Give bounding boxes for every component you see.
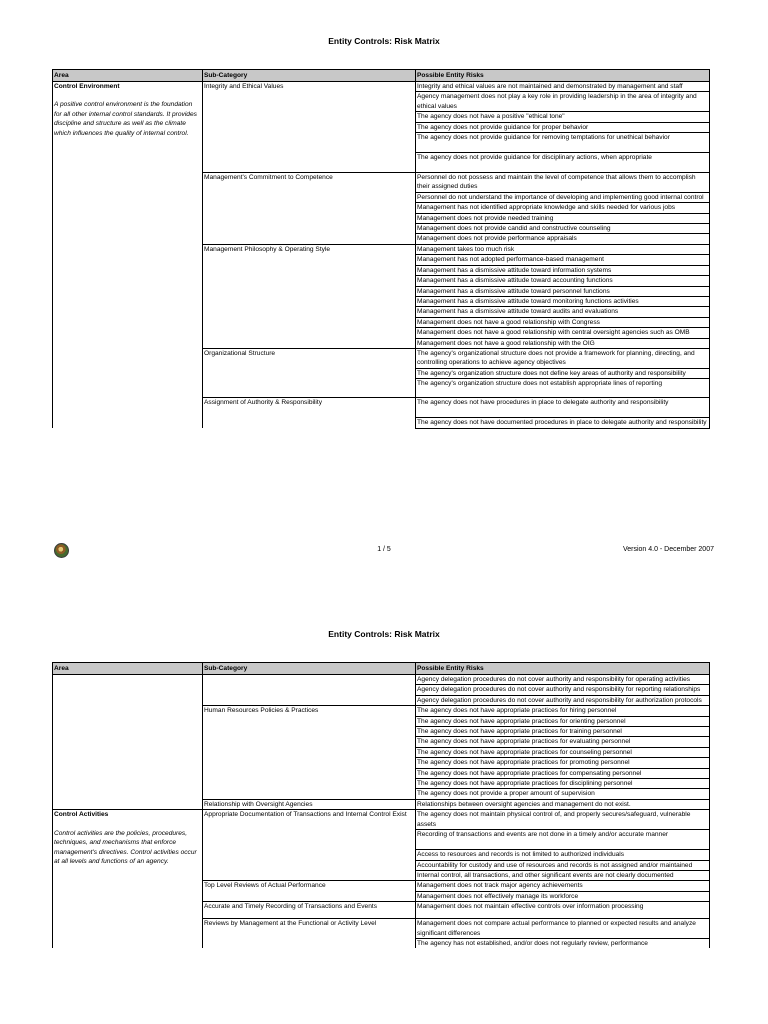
risk-cell: Management does not provide needed training <box>416 213 710 223</box>
risk-cell: Management does not provide candid and constructive counseling <box>416 224 710 234</box>
risk-cell: Management has a dismissive attitude toward monitoring functions activities <box>416 296 710 306</box>
subcategory-cell-continued <box>203 675 416 706</box>
risk-cell: Management has a dismissive attitude toward audits and evaluations <box>416 307 710 317</box>
area-cell-control-environment-continued <box>53 675 203 810</box>
risk-cell: Management has a dismissive attitude toward information systems <box>416 265 710 275</box>
page-title: Entity Controls: Risk Matrix <box>328 36 440 46</box>
subcategory-cell: Accurate and Timely Recording of Transactions and Events <box>203 902 416 919</box>
column-header-area: Area <box>53 70 203 82</box>
risk-cell: Management has a dismissive attitude toward personnel functions <box>416 286 710 296</box>
risk-matrix-table-page2 <box>52 662 710 948</box>
risk-cell: The agency does not have appropriate practices for counseling personnel <box>416 747 710 757</box>
column-header-subcategory: Sub-Category <box>203 663 416 675</box>
subcategory-cell: Integrity and Ethical Values <box>203 82 416 173</box>
subcategory-cell: Relationship with Oversight Agencies <box>203 799 416 809</box>
risk-cell: The agency does not have procedures in place to delegate authority and responsibility <box>416 398 710 418</box>
risk-cell: Relationships between oversight agencies and management do not exist. <box>416 799 710 809</box>
area-cell-control-activities <box>53 810 203 949</box>
risk-cell: Management takes too much risk <box>416 244 710 254</box>
subcategory-cell: Organizational Structure <box>203 348 416 397</box>
risk-cell: Agency delegation procedures do not cover authority and responsibility for reporting relationships <box>416 685 710 695</box>
risk-cell: Management does not track major agency achievements <box>416 881 710 891</box>
risk-cell: The agency's organizational structure does not provide a framework for planning, directing, and controlling operations to achieve agency objectives <box>416 348 710 368</box>
risk-cell: Accountability for custody and use of resources and records is not assigned and/or maintained <box>416 860 710 870</box>
risk-cell: The agency has not established, and/or does not regularly review, performance <box>416 938 710 948</box>
risk-cell: The agency does not have appropriate practices for training personnel <box>416 727 710 737</box>
table-row <box>53 82 710 92</box>
risk-cell: Agency management does not play a key role in providing leadership in the area of integrity and ethical values <box>416 92 710 112</box>
risk-cell: Access to resources and records is not limited to authorized individuals <box>416 850 710 860</box>
area-description: Control activities are the policies, procedures, techniques, and mechanisms that enforce management's directives. Control activities occur at all levels and functions of an agency. <box>54 829 197 865</box>
risk-cell: Management does not maintain effective controls over information processing <box>416 902 710 919</box>
risk-cell: The agency's organization structure does not establish appropriate lines of reporting <box>416 379 710 398</box>
risk-cell: Management has not identified appropriate knowledge and skills needed for various jobs <box>416 203 710 213</box>
subcategory-cell: Assignment of Authority & Responsibility <box>203 398 416 428</box>
area-title: Control Activities <box>54 811 109 819</box>
area-cell-control-environment <box>53 82 203 429</box>
risk-cell: The agency does not provide guidance for proper behavior <box>416 122 710 132</box>
version-label: Version 4.0 - December 2007 <box>622 546 714 553</box>
subcategory-cell: Appropriate Documentation of Transactions and Internal Control Exist <box>203 810 416 881</box>
risk-cell: The agency does not have appropriate practices for evaluating personnel <box>416 737 710 747</box>
risk-cell: The agency does not have appropriate practices for disciplining personnel <box>416 779 710 789</box>
risk-cell: Management does not have a good relationship with Congress <box>416 317 710 327</box>
risk-cell: The agency does not maintain physical control of, and properly secures/safeguard, vulnerable assets <box>416 810 710 830</box>
risk-cell: Management does not provide performance appraisals <box>416 234 710 244</box>
table-row <box>53 675 710 685</box>
risk-cell: Agency delegation procedures do not cover authority and responsibility for authorization protocols <box>416 695 710 705</box>
subcategory-cell: Management Philosophy & Operating Style <box>203 244 416 348</box>
subcategory-cell: Human Resources Policies & Practices <box>203 706 416 800</box>
risk-cell: The agency does not have documented procedures in place to delegate authority and responsibility <box>416 418 710 428</box>
column-header-risks: Possible Entity Risks <box>416 70 710 82</box>
risk-cell: Management has a dismissive attitude toward accounting functions <box>416 276 710 286</box>
risk-cell: The agency does not provide a proper amount of supervision <box>416 789 710 799</box>
risk-cell: Recording of transactions and events are not done in a timely and/or accurate manner <box>416 830 710 850</box>
risk-cell: Agency delegation procedures do not cover authority and responsibility for operating activities <box>416 675 710 685</box>
risk-matrix-table-page1 <box>52 69 710 429</box>
risk-cell: Management does not have a good relationship with central oversight agencies such as OMB <box>416 328 710 338</box>
risk-cell: The agency does not have a positive "ethical tone" <box>416 112 710 122</box>
area-description: A positive control environment is the foundation for all other internal control standards. It provides discipline and structure as well as the climate which influences the quality of internal control. <box>54 101 197 137</box>
table-header-row <box>53 70 710 82</box>
subcategory-cell: Reviews by Management at the Functional or Activity Level <box>203 919 416 949</box>
risk-cell: Management has not adopted performance-based management <box>416 255 710 265</box>
risk-cell: Integrity and ethical values are not maintained and demonstrated by management and staff <box>416 82 710 92</box>
column-header-area: Area <box>53 663 203 675</box>
risk-cell: The agency does not have appropriate practices for hiring personnel <box>416 706 710 716</box>
page-title: Entity Controls: Risk Matrix <box>328 629 440 639</box>
table-header-row <box>53 663 710 675</box>
risk-cell: The agency does not have appropriate practices for promoting personnel <box>416 758 710 768</box>
risk-cell: The agency does not provide guidance for disciplinary actions, when appropriate <box>416 153 710 173</box>
risk-cell: Management does not compare actual performance to planned or expected results and analyze significant differences <box>416 919 710 939</box>
risk-cell: The agency's organization structure does not define key areas of authority and responsibility <box>416 368 710 378</box>
area-title: Control Environment <box>54 83 120 90</box>
column-header-subcategory: Sub-Category <box>203 70 416 82</box>
risk-cell: Internal control, all transactions, and other significant events are not clearly documented <box>416 870 710 880</box>
risk-cell: Management does not have a good relationship with the OIG <box>416 338 710 348</box>
column-header-risks: Possible Entity Risks <box>416 663 710 675</box>
risk-cell: The agency does not have appropriate practices for orienting personnel <box>416 716 710 726</box>
risk-cell: Personnel do not possess and maintain the level of competence that allows them to accomplish their assigned duties <box>416 173 710 193</box>
risk-cell: Personnel do not understand the importance of developing and implementing good internal control <box>416 192 710 202</box>
risk-cell: The agency does not provide guidance for removing temptations for unethical behavior <box>416 133 710 153</box>
subcategory-cell: Top Level Reviews of Actual Performance <box>203 881 416 902</box>
risk-cell: Management does not effectively manage its workforce <box>416 891 710 901</box>
risk-cell: The agency does not have appropriate practices for compensating personnel <box>416 768 710 778</box>
table-row <box>53 810 710 830</box>
subcategory-cell: Management's Commitment to Competence <box>203 173 416 245</box>
page-number: 1 / 5 <box>377 546 391 553</box>
